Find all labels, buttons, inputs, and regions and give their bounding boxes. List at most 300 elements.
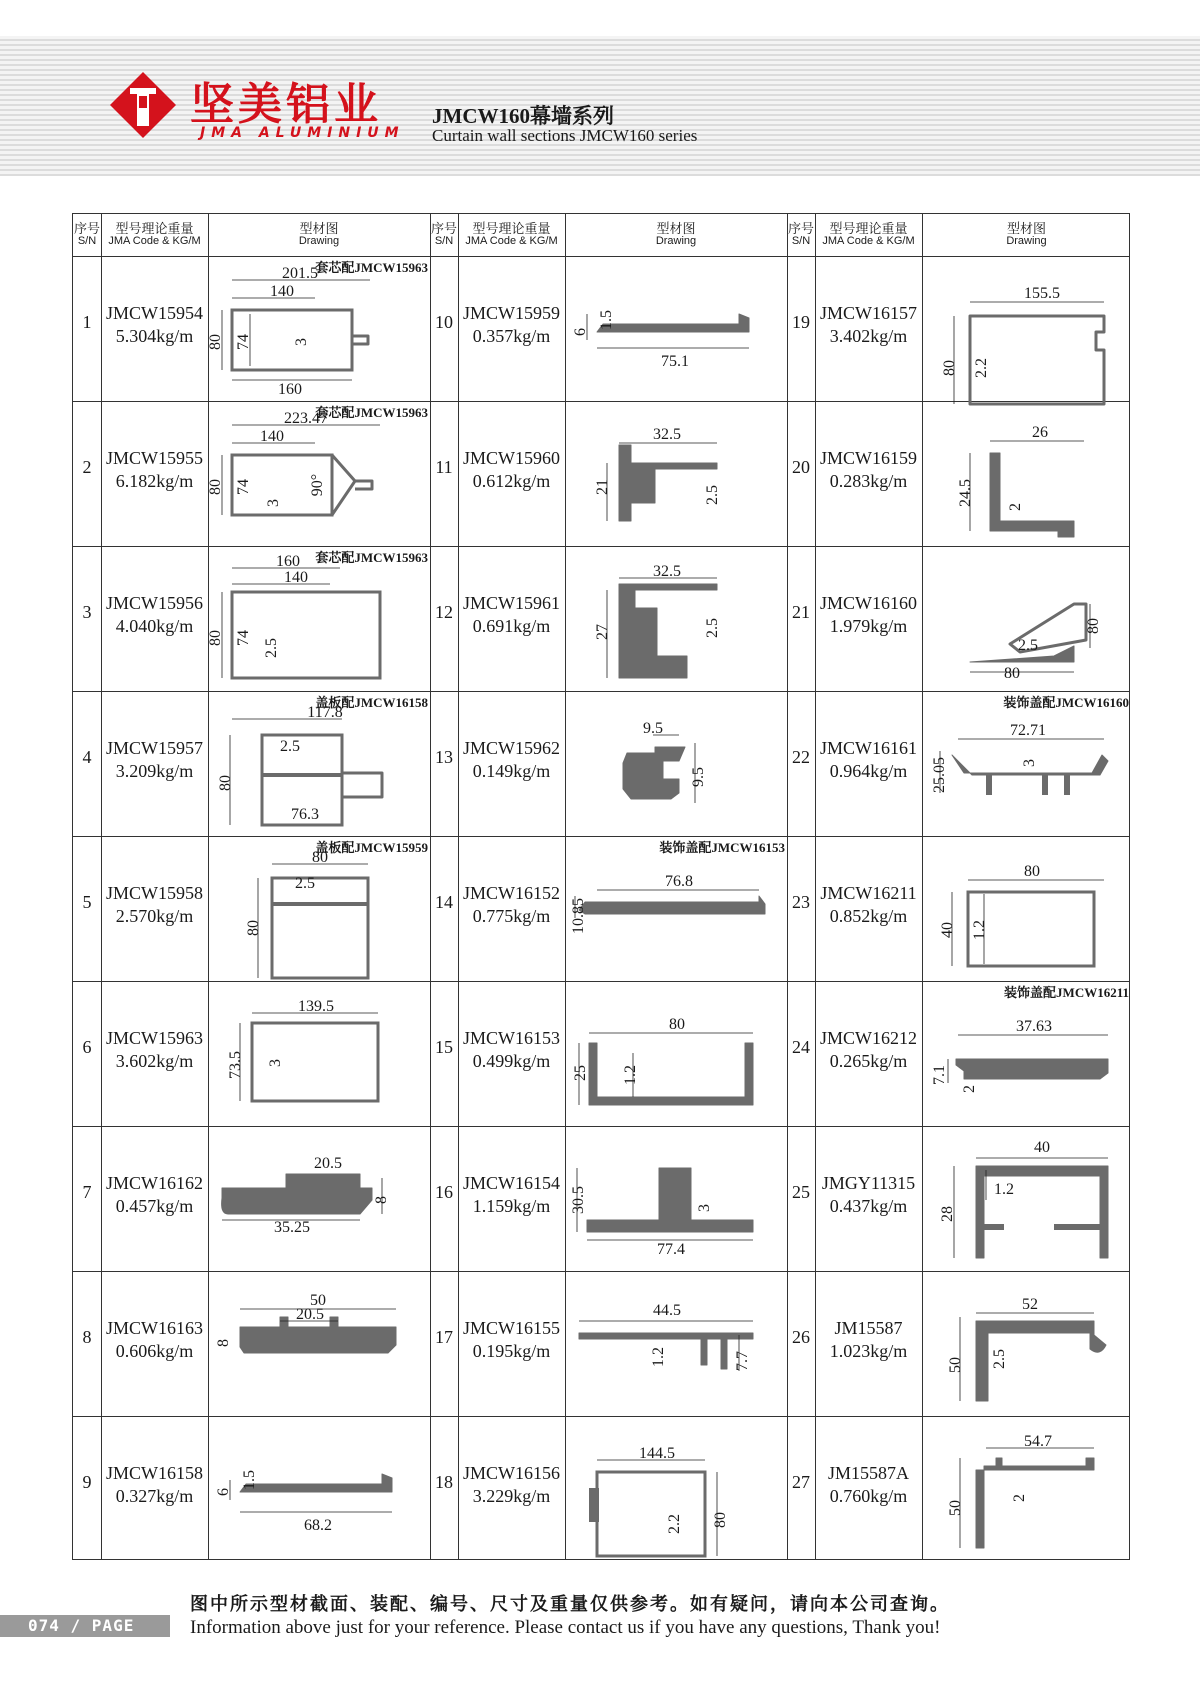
product-code-cell — [101, 302, 208, 348]
product-code: JMCW15959 — [462, 303, 560, 323]
dimension-label: 3 — [293, 338, 310, 346]
product-code-cell — [815, 592, 922, 638]
dimension-label: 144.5 — [639, 1445, 675, 1462]
header-label-cn: 型号理论重量 — [472, 221, 551, 236]
dimension-label: 2 — [1011, 1494, 1028, 1502]
profile-drawing — [210, 838, 428, 979]
dimension-label: 35.25 — [274, 1219, 310, 1236]
header-drawing — [208, 214, 430, 256]
dimension-label: 37.63 — [1016, 1018, 1052, 1035]
dimension-label: 2 — [1007, 503, 1024, 511]
header-code — [815, 214, 922, 256]
row-sn: 3 — [82, 602, 92, 622]
dimension-label: 80 — [1004, 665, 1020, 682]
profile-drawing — [207, 258, 428, 399]
dimension-label: 117.8 — [307, 704, 343, 721]
product-code-cell — [815, 302, 922, 348]
profile-outline — [352, 336, 368, 344]
brand-name-cn: 坚美铝业 — [190, 79, 382, 130]
profile-drawing — [924, 693, 1129, 834]
product-weight: 0.760kg/m — [829, 1486, 908, 1506]
dimension-label: 80 — [941, 360, 958, 376]
dimension-label: 80 — [1085, 618, 1102, 634]
row-sn: 8 — [82, 1327, 92, 1347]
product-code-cell — [815, 1317, 922, 1363]
profile-outline — [342, 773, 382, 797]
profile-drawing — [207, 548, 428, 689]
dimension-label: 76.3 — [291, 806, 319, 823]
profile-drawing — [924, 258, 1129, 399]
product-weight: 0.195kg/m — [472, 1341, 551, 1361]
dimension-label: 2.2 — [666, 1514, 683, 1534]
header-label-en: JMA Code & KG/M — [822, 235, 915, 247]
profile-drawing — [567, 983, 785, 1124]
profile-drawing — [210, 1418, 428, 1559]
product-code: JMCW16161 — [819, 738, 917, 758]
product-code-cell — [458, 1462, 565, 1508]
product-code-cell — [458, 302, 565, 348]
profile-outline — [976, 1166, 1108, 1258]
row-sn: 11 — [435, 457, 453, 477]
product-weight: 0.852kg/m — [829, 906, 908, 926]
profile-outline — [332, 455, 355, 515]
profile-solid — [1054, 1224, 1108, 1230]
dimension-label: 2.5 — [991, 1349, 1008, 1369]
product-code-cell — [458, 592, 565, 638]
row-divider — [73, 1271, 1129, 1272]
row-sn: 27 — [792, 1472, 810, 1492]
dimension-label: 27 — [594, 624, 611, 640]
assembly-note: 套芯配JMCW15963 — [315, 405, 428, 420]
profile-outline — [579, 896, 765, 914]
row-sn: 25 — [792, 1182, 810, 1202]
profile-outline — [222, 1174, 372, 1214]
profile-outline — [976, 1458, 1094, 1548]
profile-outline — [589, 1043, 753, 1105]
dimension-label: 1.2 — [650, 1347, 667, 1367]
series-title-cn: JMCW160幕墙系列 — [432, 104, 614, 128]
dimension-label: 25.05 — [931, 757, 948, 793]
profile-drawing — [924, 1418, 1129, 1559]
column-divider — [922, 214, 923, 1559]
dimension-label: 32.5 — [653, 426, 681, 443]
dimension-label: 155.5 — [1024, 285, 1060, 302]
dimension-label: 73.5 — [227, 1051, 244, 1079]
product-code: JMCW16211 — [820, 883, 917, 903]
dimension-label: 72.71 — [1010, 722, 1046, 739]
product-code: JMCW16163 — [105, 1318, 203, 1338]
row-sn: 21 — [792, 602, 810, 622]
product-code-cell — [101, 592, 208, 638]
profile-drawing — [567, 838, 785, 979]
product-weight: 1.979kg/m — [829, 616, 908, 636]
row-sn: 23 — [792, 892, 810, 912]
row-sn: 26 — [792, 1327, 810, 1347]
product-code-cell — [458, 1027, 565, 1073]
profile-solid — [986, 775, 992, 795]
dimension-label: 20.5 — [296, 1306, 324, 1323]
product-code: JMCW16157 — [819, 303, 917, 323]
dimension-label: 80 — [207, 334, 224, 350]
product-weight: 0.691kg/m — [472, 616, 551, 636]
header-code — [458, 214, 565, 256]
profile-drawing — [567, 258, 785, 399]
column-divider — [430, 214, 431, 1559]
dimension-label: 40 — [939, 922, 956, 938]
dimension-label: 140 — [284, 569, 308, 586]
product-weight: 0.775kg/m — [472, 906, 551, 926]
product-code-cell — [815, 737, 922, 783]
dimension-label: 140 — [270, 283, 294, 300]
row-sn: 4 — [82, 747, 92, 767]
dimension-label: 3 — [696, 1204, 713, 1212]
dimension-label: 80 — [669, 1016, 685, 1033]
dimension-label: 52 — [1022, 1296, 1038, 1313]
dimension-label: 80 — [217, 775, 234, 791]
dimension-label: 2 — [961, 1085, 978, 1093]
column-divider — [565, 214, 566, 1559]
brand-logo — [108, 70, 178, 140]
profile-drawing — [207, 403, 428, 544]
assembly-note: 装饰盖配JMCW16211 — [1004, 985, 1129, 1000]
dimension-label: 6 — [215, 1488, 232, 1496]
row-sn: 20 — [792, 457, 810, 477]
product-weight: 0.606kg/m — [115, 1341, 194, 1361]
product-code-cell — [815, 1172, 922, 1218]
product-code: JMCW16160 — [819, 593, 917, 613]
product-code: JMCW15955 — [105, 448, 203, 468]
header-label-en: S/N — [77, 235, 97, 247]
product-code: JMCW16152 — [462, 883, 560, 903]
dimension-label: 1.2 — [971, 920, 988, 940]
product-code-cell — [101, 1172, 208, 1218]
product-code: JMCW15963 — [105, 1028, 203, 1048]
header-label-cn: 型号理论重量 — [829, 221, 908, 236]
dimension-label: 90° — [309, 473, 326, 497]
row-sn: 24 — [792, 1037, 810, 1057]
product-weight: 1.023kg/m — [829, 1341, 908, 1361]
product-code-cell — [458, 737, 565, 783]
profile-outline — [990, 453, 1074, 531]
assembly-note: 装饰盖配JMCW16160 — [1003, 695, 1129, 710]
profile-drawing — [567, 548, 785, 689]
dimension-label: 25 — [572, 1065, 589, 1081]
product-code-cell — [458, 882, 565, 928]
row-divider — [73, 1416, 1129, 1417]
footer-note-cn: 图中所示型材截面、装配、编号、尺寸及重量仅供参考。如有疑问，请向本公司查询。 — [190, 1594, 950, 1615]
dimension-label: 30.5 — [570, 1186, 587, 1214]
product-code: JMCW16158 — [105, 1463, 203, 1483]
product-code: JMCW15960 — [462, 448, 560, 468]
dimension-label: 139.5 — [298, 998, 334, 1015]
assembly-note: 装饰盖配JMCW16153 — [659, 840, 785, 855]
row-sn: 9 — [82, 1472, 92, 1492]
dimension-label: 75.1 — [661, 353, 689, 370]
profile-drawing — [567, 403, 785, 544]
row-divider — [73, 1126, 1129, 1127]
dimension-label: 10.85 — [570, 898, 587, 934]
profile-drawing — [567, 1273, 785, 1414]
dimension-label: 2.5 — [295, 875, 315, 892]
profile-drawing — [210, 1128, 428, 1269]
header-label-en: Drawing — [655, 235, 697, 247]
product-weight: 6.182kg/m — [115, 471, 194, 491]
dimension-label: 76.8 — [665, 873, 693, 890]
product-code: JMCW15962 — [462, 738, 560, 758]
profile-drawing — [924, 1273, 1129, 1414]
product-table — [72, 213, 1130, 1560]
dimension-label: 223.47 — [284, 410, 328, 427]
profile-drawing — [924, 548, 1129, 689]
product-code-cell — [101, 882, 208, 928]
dimension-label: 20.5 — [314, 1155, 342, 1172]
product-code-cell — [458, 1172, 565, 1218]
dimension-label: 80 — [207, 479, 224, 495]
profile-wall — [272, 878, 368, 978]
product-code: JMCW16153 — [462, 1028, 560, 1048]
row-sn: 14 — [435, 892, 453, 912]
dimension-label: 7.1 — [931, 1065, 948, 1085]
dimension-label: 2.2 — [973, 358, 990, 378]
row-sn: 5 — [82, 892, 92, 912]
assembly-note: 盖板配JMCW15959 — [315, 840, 428, 855]
product-weight: 0.283kg/m — [829, 471, 908, 491]
dimension-label: 74 — [235, 479, 252, 495]
profile-outline — [996, 1458, 1002, 1468]
product-weight: 3.602kg/m — [115, 1051, 194, 1071]
header-sn — [787, 214, 815, 256]
product-code: JMCW15956 — [105, 593, 203, 613]
row-sn: 12 — [435, 602, 453, 622]
dimension-label: 8 — [373, 1196, 390, 1204]
profile-drawing — [924, 983, 1129, 1124]
product-code-cell — [815, 882, 922, 928]
series-title-en: Curtain wall sections JMCW160 series — [432, 126, 698, 145]
dimension-label: 26 — [1032, 424, 1048, 441]
dimension-label: 80 — [1024, 863, 1040, 880]
dimension-label: 3 — [265, 499, 282, 507]
profile-drawing — [567, 1128, 785, 1269]
profile-outline — [619, 584, 717, 678]
profile-wall — [232, 592, 380, 678]
dimension-label: 80 — [207, 630, 224, 646]
product-code-cell — [815, 1027, 922, 1073]
dimension-label: 8 — [215, 1339, 232, 1347]
header-code — [101, 214, 208, 256]
row-sn: 18 — [435, 1472, 453, 1492]
product-code-cell — [101, 447, 208, 493]
profile-solid — [272, 902, 368, 906]
product-weight: 0.149kg/m — [472, 761, 551, 781]
profile-drawing — [924, 1128, 1129, 1269]
assembly-note: 盖板配JMCW16158 — [315, 695, 428, 710]
dimension-label: 44.5 — [653, 1302, 681, 1319]
dimension-label: 1.2 — [994, 1181, 1014, 1198]
product-code: JM15587 — [834, 1318, 903, 1338]
header-drawing — [922, 214, 1131, 256]
product-code: JMCW15958 — [105, 883, 203, 903]
dimension-label: 77.4 — [657, 1241, 685, 1258]
profile-outline — [597, 314, 749, 332]
dimension-label: 201.5 — [282, 265, 318, 282]
product-weight: 3.209kg/m — [115, 761, 194, 781]
dimension-label: 140 — [260, 428, 284, 445]
profile-outline — [970, 316, 1104, 404]
profile-wall — [597, 1472, 705, 1556]
product-weight: 3.229kg/m — [472, 1486, 551, 1506]
product-code: JMCW15954 — [105, 303, 203, 323]
product-code: JM15587A — [827, 1463, 909, 1483]
product-weight: 0.499kg/m — [472, 1051, 551, 1071]
product-code: JMCW16162 — [105, 1173, 203, 1193]
header-label-cn: 型材图 — [656, 221, 696, 236]
dimension-label: 3 — [1021, 759, 1038, 767]
profile-solid — [984, 1224, 1004, 1230]
dimension-label: 50 — [310, 1292, 326, 1309]
dimension-label: 2.5 — [704, 485, 721, 505]
header-sn — [430, 214, 458, 256]
product-code-cell — [815, 1462, 922, 1508]
profile-solid — [589, 1488, 599, 1522]
profile-drawing — [567, 1418, 785, 1559]
row-sn: 6 — [82, 1037, 92, 1057]
dimension-label: 3 — [267, 1059, 284, 1067]
header-label-cn: 型材图 — [299, 221, 339, 236]
header-sn — [73, 214, 101, 256]
dimension-label: 24.5 — [957, 479, 974, 507]
product-weight: 2.570kg/m — [115, 906, 194, 926]
product-weight: 0.964kg/m — [829, 761, 908, 781]
product-weight: 0.327kg/m — [115, 1486, 194, 1506]
dimension-label: 28 — [939, 1206, 956, 1222]
dimension-label: 80 — [312, 849, 328, 866]
dimension-label: 2.5 — [1018, 637, 1038, 654]
dimension-label: 40 — [1034, 1139, 1050, 1156]
dimension-label: 50 — [947, 1500, 964, 1516]
header-label-cn: 序号 — [430, 221, 457, 236]
header-label-en: JMA Code & KG/M — [108, 235, 201, 247]
row-sn: 1 — [82, 312, 92, 332]
dimension-label: 32.5 — [653, 563, 681, 580]
dimension-label: 1.2 — [622, 1065, 639, 1085]
profile-solid — [1064, 775, 1070, 795]
dimension-label: 80 — [245, 920, 262, 936]
profile-solid — [262, 773, 342, 777]
row-sn: 19 — [792, 312, 810, 332]
profile-drawing — [567, 693, 785, 834]
product-code: JMCW15957 — [105, 738, 203, 758]
row-sn: 16 — [435, 1182, 453, 1202]
header-label-en: S/N — [791, 235, 811, 247]
dimension-label: 1.5 — [241, 1470, 258, 1490]
row-sn: 15 — [435, 1037, 453, 1057]
dimension-label: 2.5 — [280, 738, 300, 755]
page-number: 074 / PAGE — [28, 1616, 135, 1635]
header-label-cn: 序号 — [73, 221, 100, 236]
dimension-label: 74 — [235, 630, 252, 646]
footer-note-en: Information above just for your reference. Please contact us if you have any questions, Thank you! — [190, 1617, 941, 1638]
dimension-label: 21 — [594, 479, 611, 495]
dimension-label: 9.5 — [643, 720, 663, 737]
product-weight: 5.304kg/m — [115, 326, 194, 346]
dimension-label: 80 — [712, 1512, 729, 1528]
profile-outline — [1058, 531, 1074, 537]
product-weight: 4.040kg/m — [115, 616, 194, 636]
header-label-en: JMA Code & KG/M — [465, 235, 558, 247]
product-code-cell — [101, 737, 208, 783]
product-code: JMGY11315 — [821, 1173, 916, 1193]
dimension-label: 68.2 — [304, 1517, 332, 1534]
dimension-label: 74 — [235, 334, 252, 350]
assembly-note: 套芯配JMCW15963 — [315, 550, 428, 565]
product-code-cell — [101, 1317, 208, 1363]
profile-drawing — [210, 983, 428, 1124]
row-sn: 10 — [435, 312, 453, 332]
product-code: JMCW16156 — [462, 1463, 560, 1483]
header-label-en: S/N — [434, 235, 454, 247]
product-code-cell — [458, 447, 565, 493]
dimension-label: 7.7 — [734, 1351, 751, 1371]
dimension-label: 9.5 — [690, 767, 707, 787]
product-weight: 1.159kg/m — [472, 1196, 551, 1216]
header-drawing — [565, 214, 787, 256]
product-code: JMCW16212 — [819, 1028, 917, 1048]
dimension-label: 2.5 — [263, 638, 280, 658]
column-divider — [787, 214, 788, 1559]
product-code: JMCW15961 — [462, 593, 560, 613]
dimension-label: 2.5 — [704, 618, 721, 638]
row-sn: 7 — [82, 1182, 92, 1202]
product-code-cell — [101, 1027, 208, 1073]
product-weight: 3.402kg/m — [829, 326, 908, 346]
header-label-cn: 序号 — [787, 221, 814, 236]
dimension-label: 160 — [278, 381, 302, 398]
profile-outline — [623, 747, 685, 799]
profile-outline — [619, 445, 717, 521]
product-weight: 0.457kg/m — [115, 1196, 194, 1216]
dimension-label: 6 — [572, 328, 589, 336]
header-label-en: Drawing — [1006, 235, 1047, 247]
dimension-label: 54.7 — [1024, 1433, 1052, 1450]
profile-solid — [667, 1176, 683, 1220]
dimension-label: 50 — [947, 1357, 964, 1373]
product-weight: 0.612kg/m — [472, 471, 551, 491]
product-code: JMCW16159 — [819, 448, 917, 468]
profile-solid — [1042, 775, 1048, 795]
row-sn: 2 — [82, 457, 92, 477]
assembly-note: 套芯配JMCW15963 — [315, 260, 428, 275]
product-weight: 0.265kg/m — [829, 1051, 908, 1071]
product-code: JMCW16154 — [462, 1173, 560, 1193]
dimension-label: 160 — [276, 553, 300, 570]
row-sn: 22 — [792, 747, 810, 767]
profile-drawing — [210, 1273, 428, 1414]
product-code-cell — [101, 1462, 208, 1508]
profile-outline — [355, 481, 372, 489]
product-code-cell — [815, 447, 922, 493]
product-weight: 0.357kg/m — [472, 326, 551, 346]
profile-drawing — [210, 693, 428, 834]
header-label-cn: 型号理论重量 — [115, 221, 194, 236]
header-label-cn: 型材图 — [1006, 221, 1046, 236]
profile-outline — [240, 1474, 392, 1492]
profile-drawing — [924, 838, 1129, 979]
profile-drawing — [924, 403, 1129, 544]
brand-name-en: JMA ALUMINIUM — [200, 125, 405, 141]
product-code: JMCW16155 — [462, 1318, 560, 1338]
dimension-label: 1.5 — [598, 310, 615, 330]
row-sn: 17 — [435, 1327, 453, 1347]
